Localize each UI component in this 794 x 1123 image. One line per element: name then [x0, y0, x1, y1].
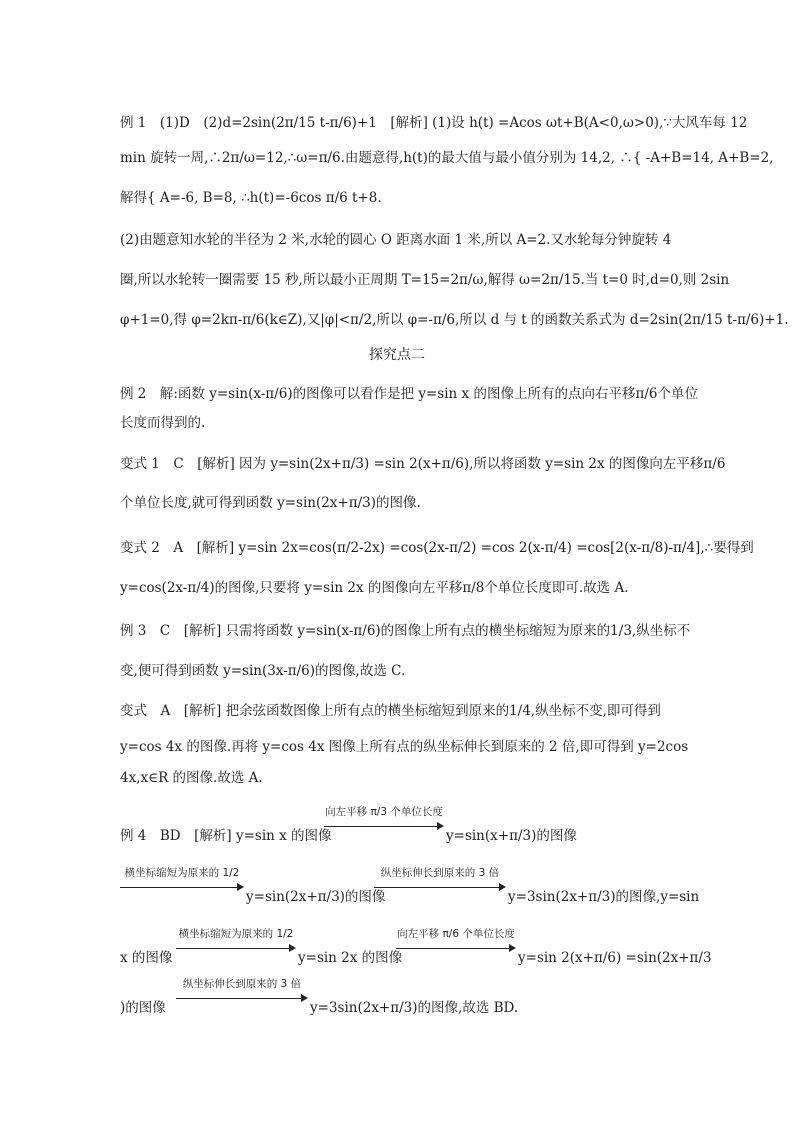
ex4-row1-arrow [324, 804, 444, 840]
ex4-row4-prefix: )的图像 [120, 1000, 166, 1016]
ex4-row2-arrow1-label: 横坐标缩短为原来的 1/2 [124, 867, 240, 879]
solution-line-l03: 解得{ A=-6, B=8, ∴h(t)=-6cos π/6 t+8. [120, 190, 382, 206]
solution-line-l06: φ+1=0,得 φ=2kπ-π/6(k∈Z),又|φ|<π/2,所以 φ=-π/6,所以 d 与 t 的函数关系式为 d=2sin(2π/15 t-π/6)+1. [120, 312, 789, 328]
ex4-row2-arrow2 [374, 865, 506, 901]
ex4-row2-arrow2-label: 纵坐标伸长到原来的 3 倍 [380, 867, 500, 879]
arrow-head-icon [289, 944, 296, 952]
solution-line-l16: y=cos 4x 的图像.再将 y=cos 4x 图像上所有点的纵坐标伸长到原来的 2 倍,即可得到 y=2cos [120, 739, 689, 755]
solution-line-l17: 4x,x∈R 的图像.故选 A. [120, 770, 263, 786]
solution-line-l08: 长度而得到的. [120, 415, 206, 431]
ex4-row3-mid: y=sin 2x 的图像 [298, 950, 403, 966]
ex4-row4-after: y=3sin(2x+π/3)的图像,故选 BD. [310, 1000, 519, 1016]
arrow-head-icon [437, 822, 444, 830]
section-heading-2: 探究点二 [369, 347, 425, 363]
solution-line-l01: 例 1 (1)D (2)d=2sin(2π/15 t-π/6)+1 [解析] (1)设 h(t) =Acos ωt+B(A<0,ω>0),∵大风车每 12 [120, 115, 748, 131]
solution-line-l13: 例 3 C [解析] 只需将函数 y=sin(x-π/6)的图像上所有点的横坐标缩短为原来的1/3,纵坐标不 [120, 623, 691, 639]
solution-line-l14: 变,便可得到函数 y=sin(3x-π/6)的图像,故选 C. [120, 663, 406, 679]
ex4-row1-prefix: 例 4 BD [解析] y=sin x 的图像 [120, 828, 332, 844]
solution-line-l09: 变式 1 C [解析] 因为 y=sin(2x+π/3) =sin 2(x+π/6),所以将函数 y=sin 2x 的图像向左平移π/6 [120, 456, 726, 472]
ex4-row1-arrow-label: 向左平移 π/3 个单位长度 [325, 806, 443, 818]
ex4-row1-after: y=sin(x+π/3)的图像 [446, 828, 577, 844]
ex4-row2-after: y=3sin(2x+π/3)的图像,y=sin [508, 889, 700, 905]
solution-line-l02: min 旋转一周,∴2π/ω=12,∴ω=π/6.由题意得,h(t)的最大值与最小值分别为 14,2, ∴{ -A+B=14, A+B=2, [120, 150, 774, 166]
solution-line-l05: 圈,所以水轮转一圈需要 15 秒,所以最小正周期 T=15=2π/ω,解得 ω=2π/15.当 t=0 时,d=0,则 2sin [120, 272, 730, 288]
solution-line-l12: y=cos(2x-π/4)的图像,只要将 y=sin 2x 的图像向左平移π/8个单位长度即可.故选 A. [120, 580, 629, 596]
ex4-row3-after: y=sin 2(x+π/6) =sin(2x+π/3 [518, 950, 712, 966]
solution-line-l10: 个单位长度,就可得到函数 y=sin(2x+π/3)的图像. [120, 495, 421, 511]
solution-line-l11: 变式 2 A [解析] y=sin 2x=cos(π/2-2x) =cos(2x-π/2) =cos 2(x-π/4) =cos[2(x-π/8)-π/4],∴要得到 [120, 540, 754, 556]
solution-line-l07: 例 2 解:函数 y=sin(x-π/6)的图像可以看作是把 y=sin x 的图像上所有的点向右平移π/6个单位 [120, 386, 698, 402]
solution-line-l04: (2)由题意知水轮的半径为 2 米,水轮的圆心 O 距离水面 1 米,所以 A=2.又水轮每分钟旋转 4 [120, 232, 672, 248]
ex4-row3-prefix: x 的图像 [120, 950, 173, 966]
solution-line-l15: 变式 A [解析] 把余弦函数图像上所有点的横坐标缩短到原来的1/4,纵坐标不变,即可得到 [120, 703, 661, 719]
ex4-row3-arrow2 [396, 926, 516, 962]
arrow-head-icon [237, 883, 244, 891]
ex4-row3-arrow1 [176, 926, 296, 962]
ex4-row3-arrow1-label: 横坐标缩短为原来的 1/2 [178, 928, 294, 940]
arrow-head-icon [499, 883, 506, 891]
ex4-row2-mid: y=sin(2x+π/3)的图像 [246, 889, 386, 905]
ex4-row4-arrow [176, 976, 308, 1012]
ex4-row4-arrow-label: 纵坐标伸长到原来的 3 倍 [182, 978, 302, 990]
ex4-row2-arrow1 [120, 865, 244, 901]
arrow-head-icon [509, 944, 516, 952]
arrow-head-icon [301, 994, 308, 1002]
ex4-row3-arrow2-label: 向左平移 π/6 个单位长度 [397, 928, 515, 940]
